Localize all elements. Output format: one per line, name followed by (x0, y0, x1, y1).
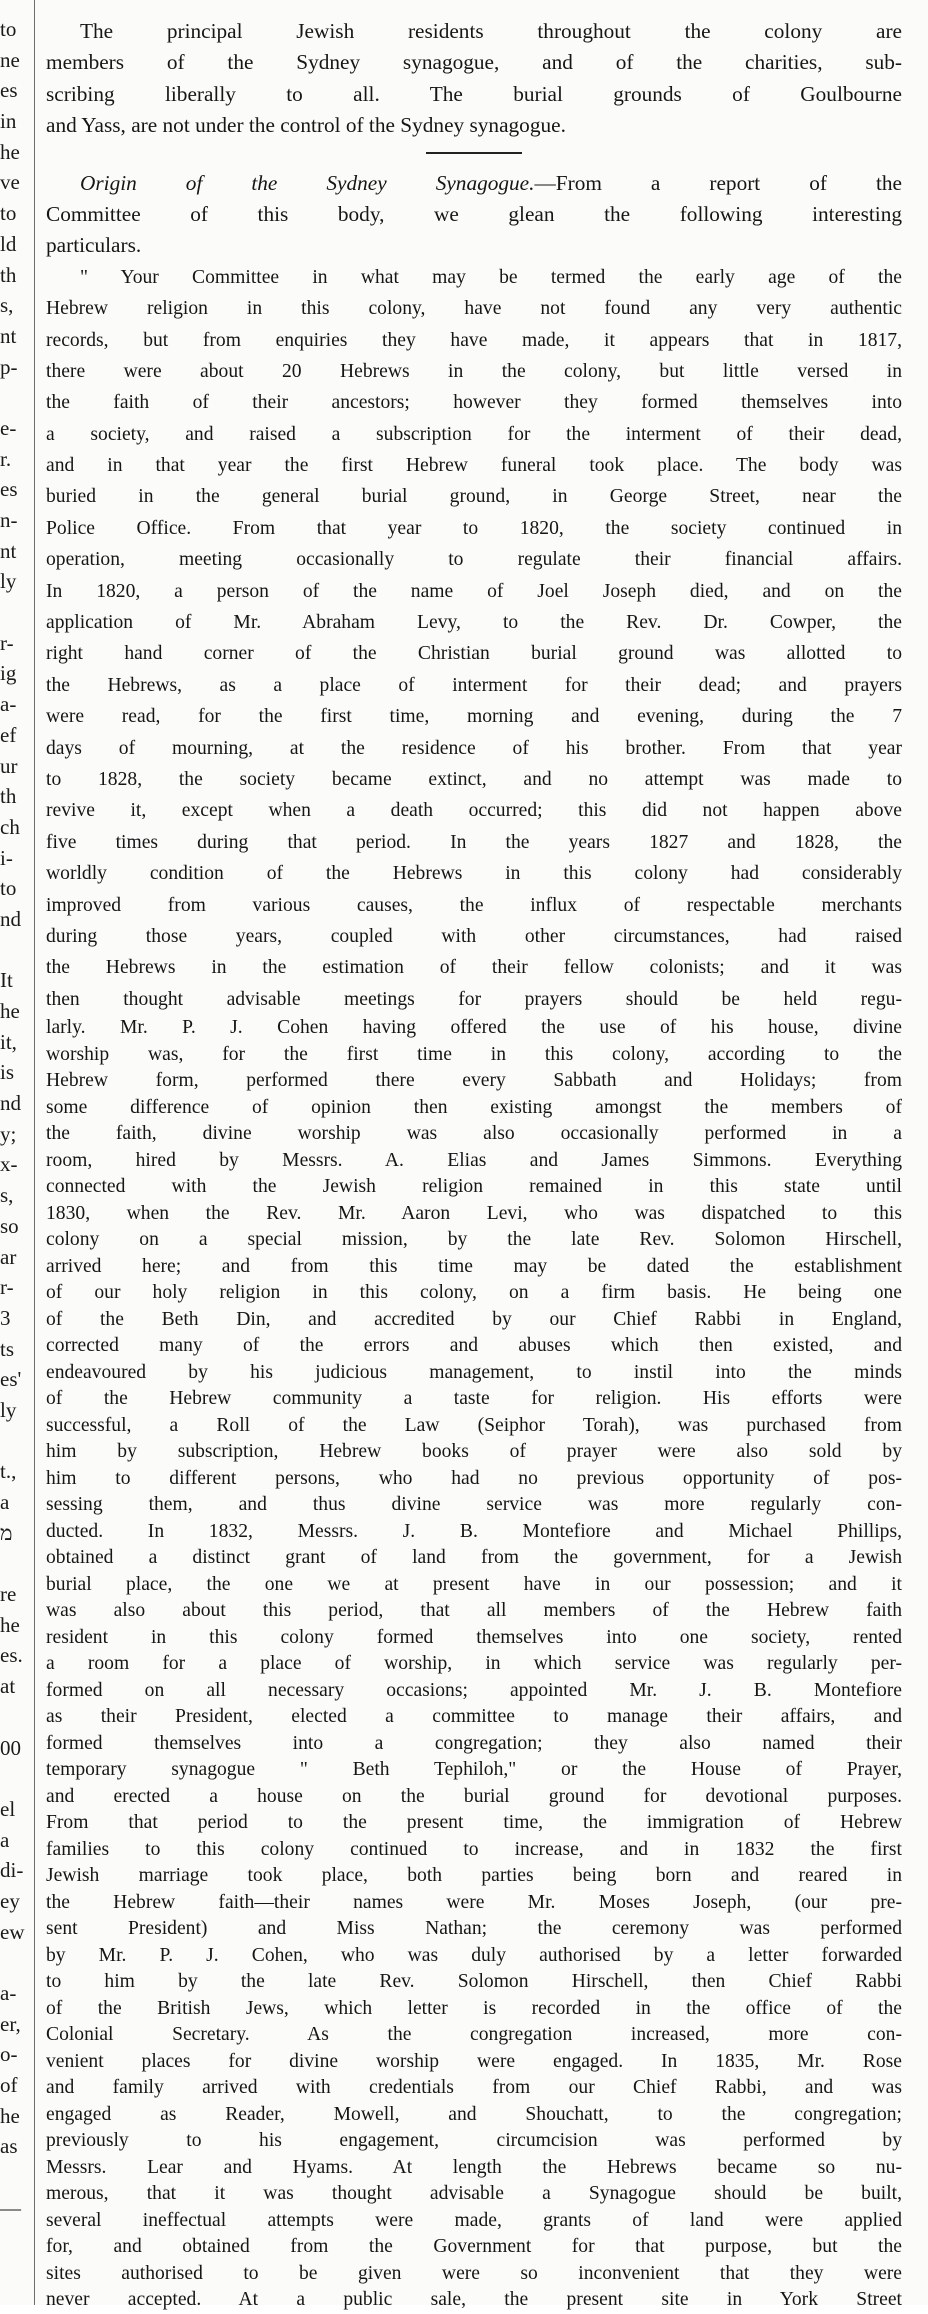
fragment-line: so (0, 1213, 19, 1238)
fragment-line: ig (0, 661, 17, 686)
quote-line: five times during that period. In the years 1827 and 1828, the (46, 831, 902, 853)
fragment-line: a- (0, 692, 17, 717)
quote-line: venient places for divine worship were engaged. In 1835, Mr. Rose (46, 2050, 902, 2072)
fragment-line: ld (0, 231, 17, 256)
quote-line: and erected a house on the burial ground for devotional purposes. (46, 1785, 902, 1807)
fragment-line (0, 382, 30, 413)
quote-line: several ineffectual attempts were made, grants of land were applied (46, 2209, 902, 2231)
text-line: scribing liberally to all. The burial grounds of Goulbourne (46, 81, 902, 106)
quote-line: Jewish marriage took place, both parties being born and reared in (46, 1865, 902, 1887)
fragment-line: es. (0, 1643, 23, 1668)
text-line: Committee of this body, we glean the following interesting (46, 201, 902, 226)
fragment-line: nd (0, 906, 21, 931)
quote-line: burial place, the one we at present have in our possession; and it (46, 1573, 902, 1595)
fragment-line: es (0, 477, 18, 502)
quote-line: of the Hebrew community a taste for religion. His efforts were (46, 1388, 902, 1410)
quote-line: colony on a special mission, by the late Rev. Solomon Hirschell, (46, 1229, 902, 1251)
quote-line: connected with the Jewish religion remained in this state until (46, 1176, 902, 1198)
section-heading-paragraph (46, 168, 902, 262)
quote-line: In 1820, a person of the name of Joel Joseph died, and on the (46, 580, 902, 602)
fragment-line (0, 1548, 30, 1579)
committee-report-quote (46, 262, 902, 2314)
fragment-line: nd (0, 1091, 21, 1116)
fragment-line: he (0, 999, 20, 1023)
section-divider (426, 152, 522, 154)
quote-line: by Mr. P. J. Cohen, who was duly authorised by a letter forwarded (46, 1944, 902, 1966)
fragment-line: of (0, 2073, 18, 2098)
quote-line: of the British Jews, which letter is recorded in the office of the (46, 1997, 902, 2019)
fragment-line: he (0, 1612, 20, 1637)
quote-line: the Hebrews, as a place of interment for their dead; and prayers (46, 674, 902, 696)
fragment-line: p- (0, 354, 18, 379)
fragment-line: is (0, 1060, 15, 1085)
quote-line: sent President) and Miss Nathan; the ceremony was performed (46, 1918, 902, 1940)
quote-line: endeavoured by his judicious management, to instil into the minds (46, 1361, 902, 1383)
fragment-line: s, (0, 1183, 14, 1208)
quote-line: the Hebrew faith—their names were Mr. Moses Joseph, (our pre- (46, 1891, 902, 1913)
fragment-line: ur (0, 753, 18, 778)
fragment-line: ly (0, 1397, 17, 1422)
quote-line: families to this colony continued to increase, and in 1832 the first (46, 1838, 902, 1860)
quote-line: then thought advisable meetings for prayers should be held regu- (46, 988, 902, 1010)
quote-line: obtained a distinct grant of land from the government, for a Jewish (46, 1547, 902, 1569)
fragment-line: r- (0, 1275, 14, 1300)
fragment-line: t., (0, 1459, 17, 1484)
fragment-line: a (0, 1490, 10, 1514)
text-line: and Yass, are not under the control of the Sydney synagogue. (46, 113, 566, 138)
fragment-line: i- (0, 845, 13, 870)
fragment-line: ef (0, 722, 17, 747)
fragment-line: es (0, 78, 18, 103)
fragment-line (0, 1947, 30, 1978)
fragment-line: 00 (0, 1735, 21, 1760)
quote-line: during those years, coupled with other circumstances, had raised (46, 925, 902, 947)
quote-line: him to different persons, who had no previous opportunity of pos- (46, 1467, 902, 1489)
fragment-line: s, (0, 293, 14, 318)
quote-line: Messrs. Lear and Hyams. At length the Hebrews became so nu- (46, 2156, 902, 2178)
quote-line: formed themselves into a congregation; they also named their (46, 1732, 902, 1754)
quote-line: worship was, for the first time in this colony, according to the (46, 1043, 902, 1065)
quote-line: sessing them, and thus divine service was more regularly con- (46, 1494, 902, 1516)
fragment-line: di- (0, 1858, 24, 1883)
fragment-line: as (0, 2134, 18, 2159)
fragment-line (0, 1426, 30, 1457)
fragment-line: nt (0, 538, 17, 563)
fragment-line (0, 597, 30, 628)
quote-line: and in that year the first Hebrew funeral took place. The body was (46, 455, 902, 477)
quote-line: resident in this colony formed themselves into one society, rented (46, 1626, 902, 1648)
quote-line: 1830, when the Rev. Mr. Aaron Levi, who was dispatched to this (46, 1202, 902, 1224)
fragment-line (0, 2162, 30, 2193)
heading-rest: —From a report of the (534, 170, 902, 195)
quote-line: for, and obtained from the Government for that purpose, but the (46, 2236, 902, 2258)
fragment-line: o- (0, 2042, 18, 2067)
quote-line: Hebrew religion in this colony, have not found any very authentic (46, 298, 902, 320)
quote-line: formed on all necessary occasions; appointed Mr. J. B. Montefiore (46, 1679, 902, 1701)
fragment-line: מ (0, 1520, 13, 1545)
fragment-line: x- (0, 1152, 18, 1177)
quote-line: temporary synagogue " Beth Tephiloh," or the House of Prayer, (46, 1759, 902, 1781)
text-line: The principal Jewish residents throughout the colony are (80, 19, 902, 43)
fragment-line: 3 (0, 1305, 11, 1330)
fragment-line: ly (0, 569, 17, 594)
quote-line: right hand corner of the Christian burial ground was allotted to (46, 643, 902, 665)
fragment-line: ne (0, 47, 20, 72)
fragment-line: ar (0, 1244, 17, 1269)
quote-line: room, hired by Messrs. A. Elias and James Simmons. Everything (46, 1149, 902, 1171)
quote-line: and family arrived with credentials from our Chief Rabbi, and was (46, 2077, 902, 2099)
fragment-line: th (0, 262, 17, 287)
quote-line: of the Beth Din, and accredited by our Chief Rabbi in England, (46, 1308, 902, 1330)
fragment-line: ey (0, 1888, 20, 1913)
fragment-line: r- (0, 630, 14, 655)
quote-line: Hebrew form, performed there every Sabbath and Holidays; from (46, 1070, 902, 1092)
quote-line: sites authorised to be given were so inconvenient that they were (46, 2262, 902, 2284)
quote-line: improved from various causes, the influx of respectable merchants (46, 894, 902, 916)
quote-line: a room for a place of worship, in which service was regularly per- (46, 1653, 902, 1675)
fragment-line (0, 935, 30, 966)
fragment-line: ve (0, 170, 20, 195)
fragment-line: es' (0, 1367, 22, 1392)
fragment-line (0, 1763, 30, 1794)
quote-line: operation, meeting occasionally to regulate their financial affairs. (46, 549, 902, 571)
quote-line: engaged as Reader, Mowell, and Shouchatt, to the congregation; (46, 2103, 902, 2125)
fragment-line: re (0, 1582, 17, 1607)
heading-title: Origin of the Sydney Synagogue. (80, 170, 535, 195)
quote-line: the Hebrews in the estimation of their fellow colonists; and it was (46, 957, 902, 979)
quote-line: " Your Committee in what may be termed the early age of the (80, 266, 902, 288)
fragment-line: he (0, 139, 20, 164)
quote-line: to him by the late Rev. Solomon Hirschell, then Chief Rabbi (46, 1971, 902, 1993)
fragment-line (0, 1702, 30, 1733)
quote-line: larly. Mr. P. J. Cohen having offered the use of his house, divine (46, 1017, 902, 1039)
fragment-line: e- (0, 415, 17, 440)
fragment-line: y; (0, 1121, 17, 1146)
quote-line: was also about this period, that all members of the Hebrew faith (46, 1600, 902, 1622)
quote-line: the faith of their ancestors; however they formed themselves into (46, 392, 902, 414)
quote-line: as their President, elected a committee to manage their affairs, and (46, 1706, 902, 1728)
fragment-line: he (0, 2103, 20, 2128)
article-column (46, 16, 902, 2314)
fragment-line: r. (0, 446, 12, 471)
quote-line: application of Mr. Abraham Levy, to the Rev. Dr. Cowper, the (46, 612, 902, 634)
intro-paragraph (46, 16, 902, 142)
fragment-line: ew (0, 1919, 25, 1944)
fragment-line: nt (0, 323, 17, 348)
text-line: members of the Sydney synagogue, and of the charities, sub- (46, 50, 902, 75)
quote-line: of our holy religion in this colony, on a firm basis. He being one (46, 1282, 902, 1304)
fragment-line: ts (0, 1336, 15, 1361)
quote-line: arrived here; and from this time may be dated the establishment (46, 1255, 902, 1277)
fragment-line: er, (0, 2011, 21, 2036)
fragment-line: it, (0, 1029, 17, 1054)
fragment-line: th (0, 784, 17, 809)
fragment-line: It (0, 968, 13, 993)
fragment-line: in (0, 109, 17, 134)
quote-line: successful, a Roll of the Law (Seiphor Torah), was purchased from (46, 1414, 902, 1436)
quote-line: never accepted. At a public sale, the present site in York Street (46, 2289, 902, 2311)
fragment-line: el (0, 1796, 16, 1821)
quote-line: to 1828, the society became extinct, and no attempt was made to (46, 768, 902, 790)
quote-line: buried in the general burial ground, in George Street, near the (46, 486, 902, 508)
quote-line: corrected many of the errors and abuses which then existed, and (46, 1335, 902, 1357)
quote-line: From that period to the present time, the immigration of Hebrew (46, 1812, 902, 1834)
fragment-line: to (0, 201, 17, 226)
quote-line: worldly condition of the Hebrews in this colony had considerably (46, 863, 902, 885)
fragment-line: to (0, 17, 17, 41)
quote-line: were read, for the first time, morning and evening, during the 7 (46, 706, 902, 728)
fragment-line: to (0, 876, 17, 901)
quote-line: revive it, except when a death occurred; this did not happen above (46, 800, 902, 822)
quote-line: Police Office. From that year to 1820, the society continued in (46, 517, 902, 539)
quote-line: a society, and raised a subscription for the interment of their dead, (46, 423, 902, 445)
fragment-line: — (0, 2195, 21, 2220)
fragment-line: ch (0, 814, 20, 839)
adjacent-column-fragments (0, 14, 30, 2224)
quote-line: records, but from enquiries they have made, it appears that in 1817, (46, 329, 902, 351)
quote-line: some difference of opinion then existing amongst the members of (46, 1096, 902, 1118)
section-heading (46, 168, 902, 199)
quote-line: there were about 20 Hebrews in the colony, but little versed in (46, 360, 902, 382)
fragment-line: a (0, 1827, 10, 1852)
quote-line: merous, that it was thought advisable a Synagogue should be built, (46, 2183, 902, 2205)
quote-line: previously to his engagement, circumcision was performed by (46, 2130, 902, 2152)
column-divider (34, 0, 35, 2305)
quote-line: him by subscription, Hebrew books of prayer were also sold by (46, 1441, 902, 1463)
text-line: particulars. (46, 233, 142, 258)
quote-line: Colonial Secretary. As the congregation increased, more con- (46, 2024, 902, 2046)
quote-line: ducted. In 1832, Messrs. J. B. Montefiore and Michael Phillips, (46, 1520, 902, 1542)
quote-line: days of mourning, at the residence of his brother. From that year (46, 737, 902, 759)
fragment-line: at (0, 1674, 16, 1699)
fragment-line: a- (0, 1981, 17, 2005)
fragment-line: n- (0, 508, 18, 532)
quote-line: the faith, divine worship was also occasionally performed in a (46, 1123, 902, 1145)
